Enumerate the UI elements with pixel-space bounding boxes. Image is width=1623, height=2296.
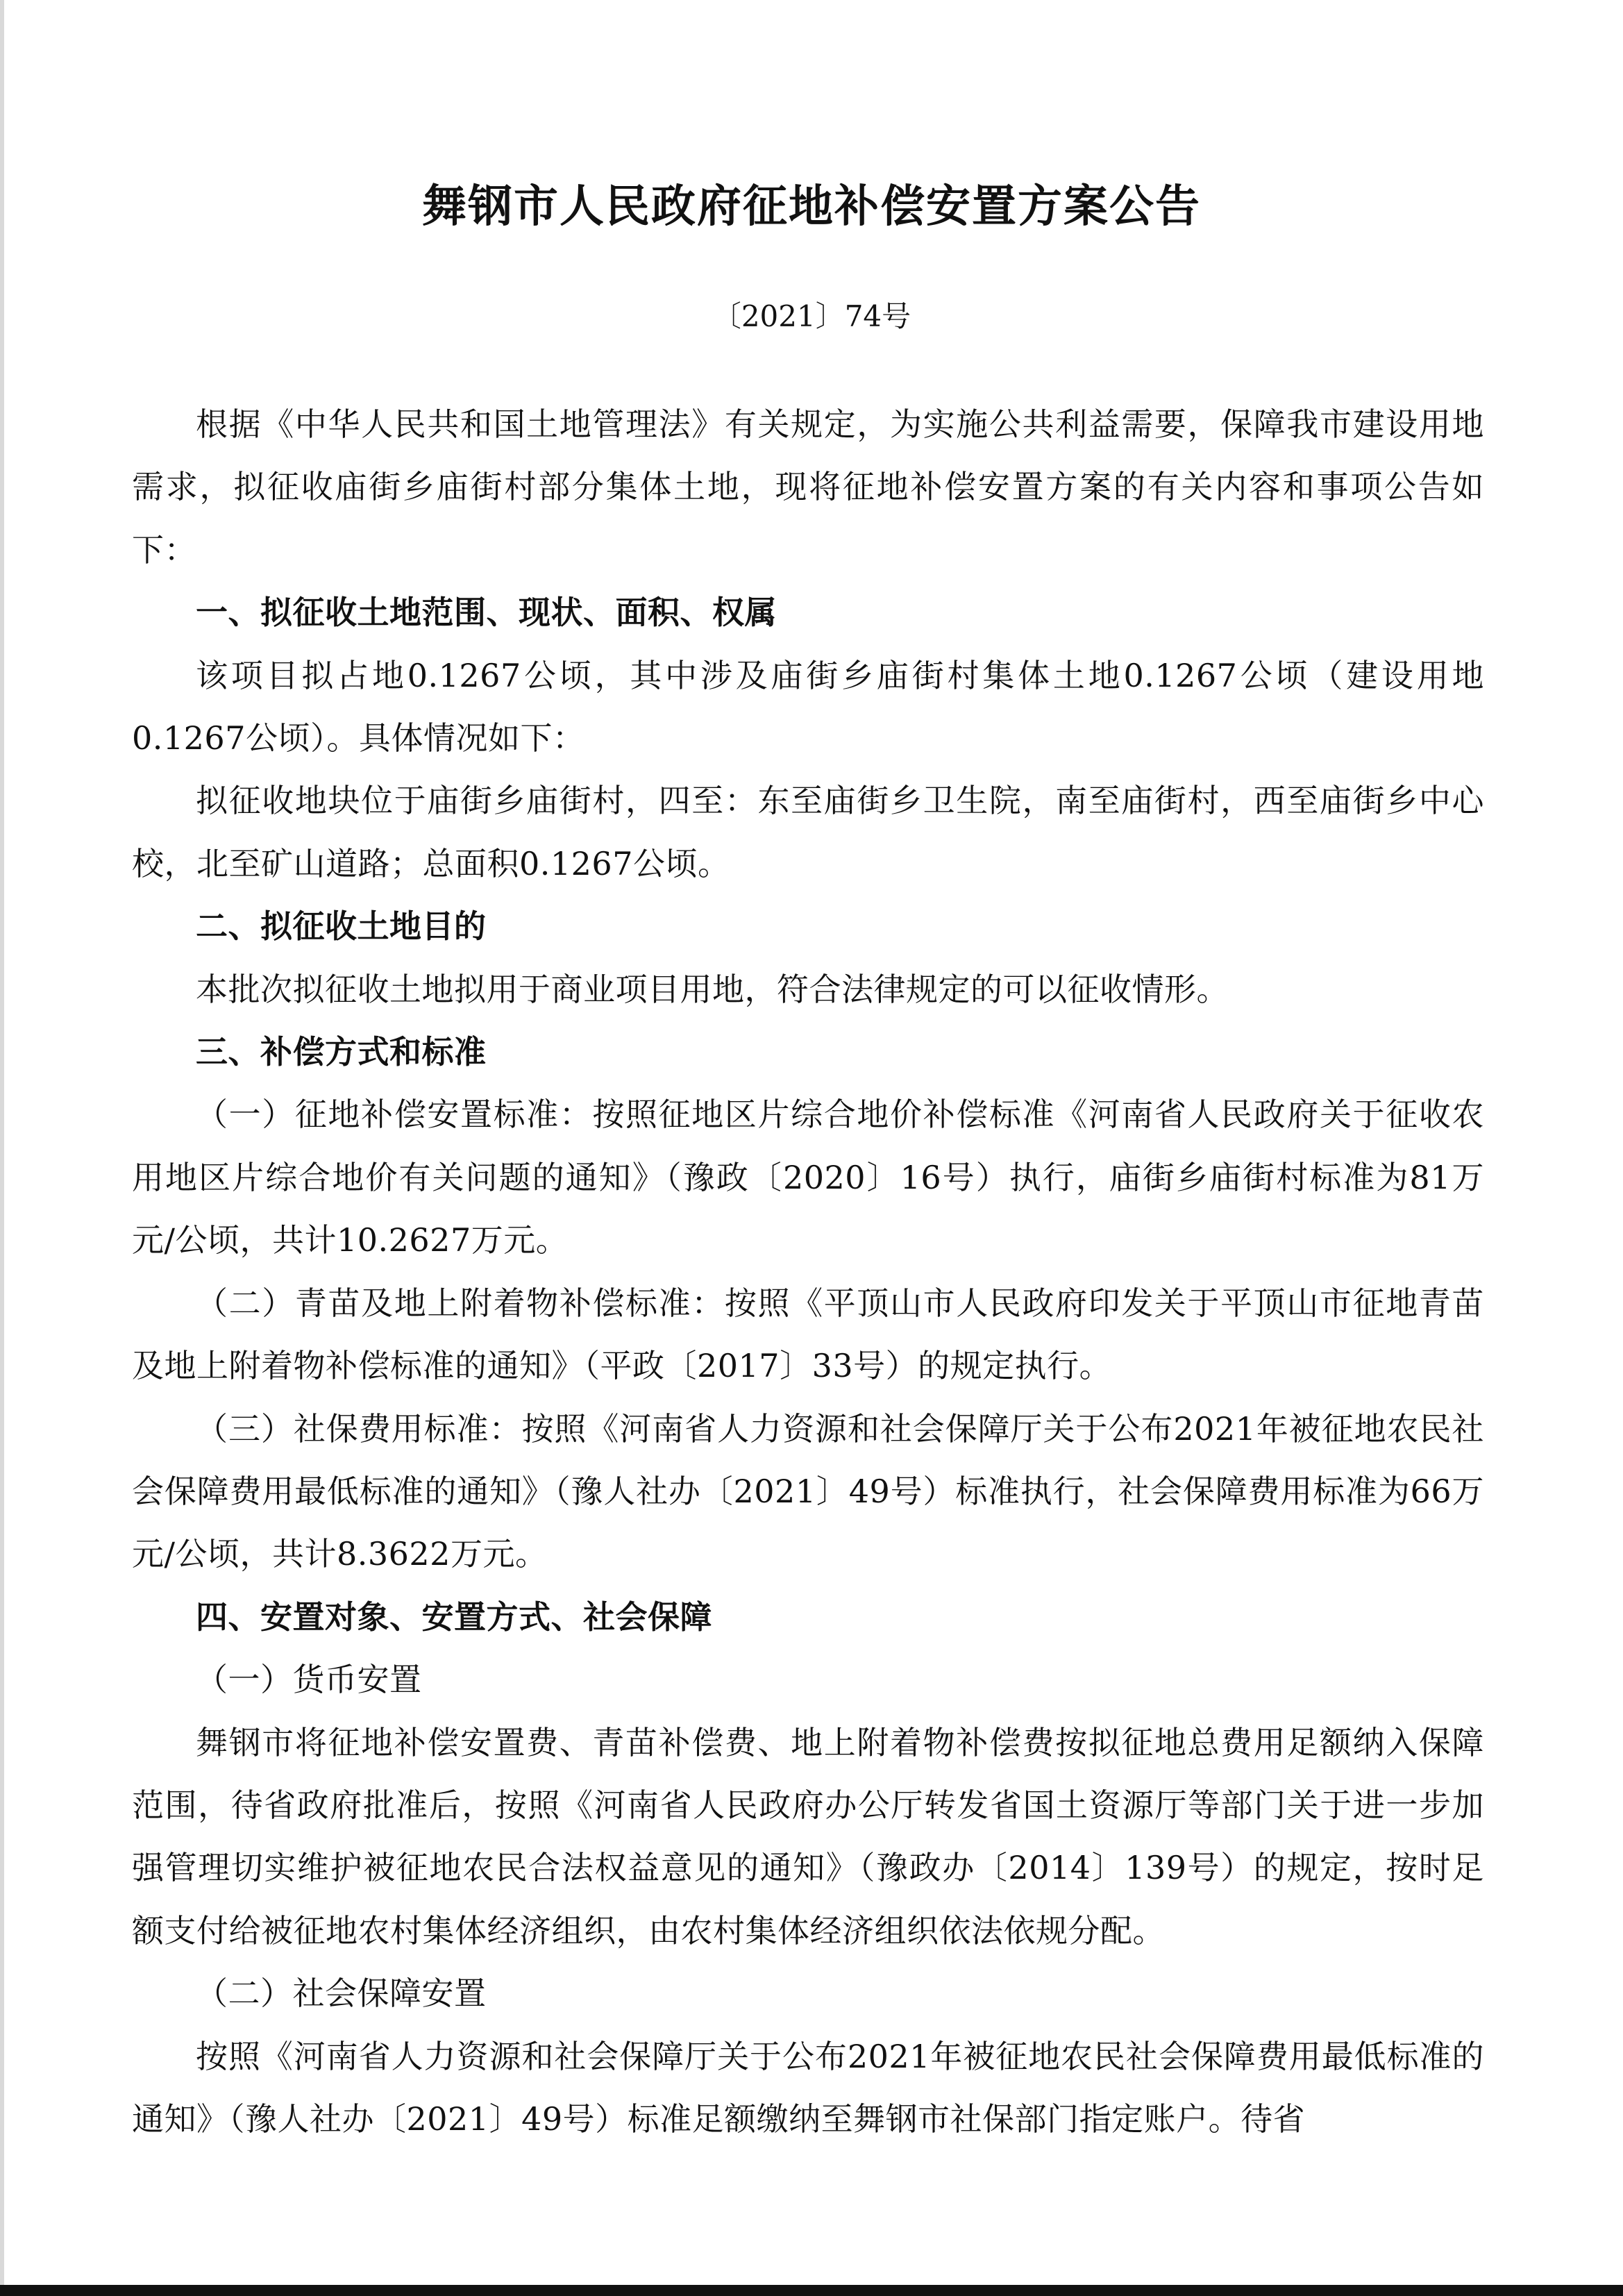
document-body: [132, 393, 1484, 2150]
document-title: 舞钢市人民政府征地补偿安置方案公告: [422, 181, 1201, 233]
paragraph-intro: 根据《中华人民共和国土地管理法》有关规定，为实施公共利益需要，保障我市建设用地需求，拟征收庙街乡庙街村部分集体土地，现将征地补偿安置方案的有关内容和事项公告如下：: [132, 405, 1484, 569]
paragraph: 舞钢市将征地补偿安置费、青苗补偿费、地上附着物补偿费按拟征地总费用足额纳入保障范围，待省政府批准后，按照《河南省人民政府办公厅转发省国土资源厅等部门关于进一步加强管理切实维护被征地农民合法权益意见的通知》（豫政办〔2014〕139号）的规定，按时足额支付给被征地农村集体经济组织，由农村集体经济组织依法依规分配。: [132, 1723, 1484, 1950]
paragraph: 本批次拟征收土地拟用于商业项目用地，符合法律规定的可以征收情形。: [196, 970, 1229, 1008]
scan-edge: [0, 0, 4, 2296]
subheading: （一）货币安置: [196, 1661, 422, 1699]
section-heading-4: 四、安置对象、安置方式、社会保障: [196, 1598, 712, 1636]
paragraph: （二）青苗及地上附着物补偿标准：按照《平顶山市人民政府印发关于平顶山市征地青苗及地上附着物补偿标准的通知》（平政〔2017〕33号）的规定执行。: [132, 1284, 1484, 1385]
section-heading-2: 二、拟征收土地目的: [196, 907, 487, 946]
scan-bottom-border: [0, 2285, 1623, 2296]
document-number: 〔2021〕74号: [712, 299, 911, 333]
paragraph: （三）社保费用标准：按照《河南省人力资源和社会保障厅关于公布2021年被征地农民社会保障费用最低标准的通知》（豫人社办〔2021〕49号）标准执行，社会保障费用标准为66万元/公顷，共计8.3622万元。: [132, 1409, 1484, 1573]
paragraph: 该项目拟占地0.1267公顷，其中涉及庙街乡庙街村集体土地0.1267公顷（建设用地0.1267公顷）。具体情况如下：: [132, 656, 1484, 757]
section-heading-3: 三、补偿方式和标准: [196, 1033, 487, 1071]
paragraph: 拟征收地块位于庙街乡庙街村，四至：东至庙街乡卫生院，南至庙街村，西至庙街乡中心校，北至矿山道路；总面积0.1267公顷。: [132, 782, 1484, 882]
subheading: （二）社会保障安置: [196, 1975, 487, 2013]
section-heading-1: 一、拟征收土地范围、现状、面积、权属: [196, 594, 777, 632]
paragraph: （一）征地补偿安置标准：按照征地区片综合地价补偿标准《河南省人民政府关于征收农用地区片综合地价有关问题的通知》（豫政〔2020〕16号）执行，庙街乡庙街村标准为81万元/公顷，共计10.2627万元。: [132, 1096, 1484, 1259]
paragraph: 按照《河南省人力资源和社会保障厅关于公布2021年被征地农民社会保障费用最低标准的通知》（豫人社办〔2021〕49号）标准足额缴纳至舞钢市社保部门指定账户。待省: [132, 2037, 1484, 2138]
